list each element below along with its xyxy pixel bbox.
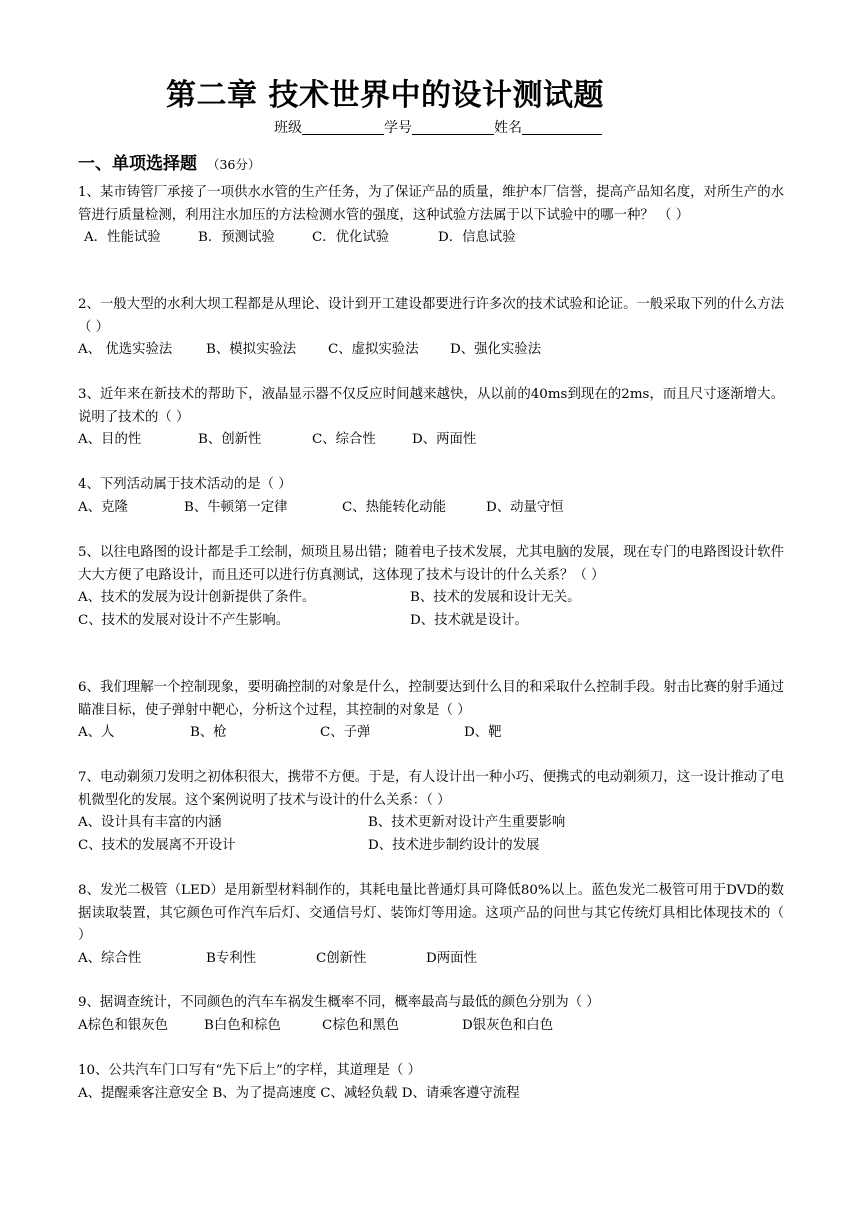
section-title: 一、单项选择题	[78, 154, 197, 174]
option-d[interactable]: D、强化实验法	[450, 342, 542, 357]
question-stem: 1、某市铸管厂承接了一项供水水管的生产任务，为了保证产品的质量，维护本厂信誉，提高产品知名度，对所生产的水管进行质量检测，利用注水加压的方法检测水管的强度，这种试验方法属于以下试验中的哪一种？ （ ）	[78, 185, 784, 223]
page-title: 第二章 技术世界中的设计测试题	[166, 78, 604, 113]
question-stem: 9、据调查统计，不同颜色的汽车车祸发生概率不同，概率最高与最低的颜色分别为（ ）	[78, 995, 600, 1010]
option-d[interactable]: D、动量守恒	[486, 499, 564, 515]
question-stem: 2、一般大型的水利大坝工程都是从理论、设计到开工建设都要进行许多次的技术试验和论证。一般采取下列的什么方法（ ）	[78, 297, 784, 335]
question-stem: 5、以往电路图的设计都是手工绘制，烦琐且易出错；随着电子技术发展，尤其电脑的发展，现在专门的电路图设计软件大大方便了电路设计，而且还可以进行仿真测试，这体现了技术与设计的什么关系？（ ）	[78, 545, 784, 583]
option-a[interactable]: A、人	[78, 725, 115, 740]
question-stem: 4、下列活动属于技术活动的是（ ）	[78, 477, 292, 492]
question-8	[78, 880, 784, 970]
option-b[interactable]: B、牛顿第一定律	[184, 499, 288, 515]
question-stem: 8、发光二极管（LED）是用新型材料制作的，其耗电量比普通灯具可降低80%以上。蓝色发光二极管可用于DVD的数据读取装置，其它颜色可作汽车后灯、交通信号灯、装饰灯等用途。这项产品的问世与其它传统灯具相比体现技术的（ ）	[78, 883, 784, 943]
option-b[interactable]: B、技术更新对设计产生重要影响	[368, 815, 566, 830]
option-a[interactable]: A、 优选实验法	[78, 342, 173, 357]
question-options	[78, 835, 784, 858]
option-b[interactable]: B．预测试验	[198, 230, 275, 245]
question-stem: 3、近年来在新技术的帮助下，液晶显示器不仅反应时间越来越快，从以前的40ms到现在的2ms，而且尺寸逐渐增大。说明了技术的（ ）	[78, 387, 784, 425]
question-options	[78, 1083, 784, 1106]
option-c[interactable]: C创新性	[316, 950, 367, 966]
section-score: （36分）	[207, 157, 261, 172]
question-options	[78, 587, 784, 610]
option-d[interactable]: D、两面性	[412, 432, 477, 447]
question-options	[78, 812, 784, 835]
question-10	[78, 1060, 784, 1105]
question-4	[78, 474, 784, 519]
question-1	[78, 182, 784, 250]
option-a[interactable]: A、克隆	[78, 499, 128, 515]
class-label: 班级	[274, 120, 302, 136]
option-c[interactable]: C、热能转化动能	[342, 499, 446, 515]
question-options	[78, 339, 784, 362]
option-a[interactable]: A棕色和银灰色	[78, 1017, 169, 1033]
option-c[interactable]: C、子弹	[320, 725, 371, 740]
question-stem: 10、公共汽车门口写有“先下后上”的字样，其道理是（ ）	[78, 1063, 421, 1078]
question-6	[78, 677, 784, 745]
question-options	[78, 497, 784, 520]
option-c[interactable]: C棕色和黑色	[322, 1017, 400, 1033]
question-2	[78, 294, 784, 362]
student-info-line	[274, 117, 602, 137]
option-b[interactable]: B、模拟实验法	[206, 342, 297, 357]
question-9	[78, 992, 784, 1037]
option-b[interactable]: B、枪	[190, 725, 227, 740]
student-id-label: 学号	[384, 120, 412, 136]
question-stem: 6、我们理解一个控制现象，要明确控制的对象是什么，控制要达到什么目的和采取什么控制手段。射击比赛的射手通过瞄准目标，使子弹射中靶心，分析这个过程，其控制的对象是（ ）	[78, 680, 784, 718]
option-a[interactable]: A、技术的发展为设计创新提供了条件。	[78, 590, 316, 605]
name-label: 姓名	[494, 120, 522, 136]
option-c[interactable]: C、技术的发展离不开设计	[78, 837, 236, 853]
option-b[interactable]: B专利性	[206, 950, 257, 966]
student-id-blank[interactable]	[412, 119, 494, 135]
option-c[interactable]: C、综合性	[312, 432, 376, 447]
option-b[interactable]: B、创新性	[198, 432, 262, 447]
question-options	[78, 610, 784, 633]
option-a[interactable]: A、设计具有丰富的内涵	[78, 815, 222, 830]
option-d[interactable]: D、靶	[464, 725, 502, 740]
option-d[interactable]: D、技术进步制约设计的发展	[368, 837, 540, 853]
name-blank[interactable]	[522, 119, 602, 135]
question-options	[78, 722, 784, 745]
option-a[interactable]: A、综合性	[78, 950, 142, 966]
question-options	[78, 1015, 784, 1038]
question-stem: 7、电动剃须刀发明之初体积很大，携带不方便。于是，有人设计出一种小巧、便携式的电动剃须刀，这一设计推动了电机微型化的发展。这个案例说明了技术与设计的什么关系：（ ）	[78, 770, 784, 808]
question-7	[78, 767, 784, 857]
option-c[interactable]: C、技术的发展对设计不产生影响。	[78, 612, 290, 628]
question-options	[78, 429, 784, 452]
option-a[interactable]: A、目的性	[78, 432, 142, 447]
option-d[interactable]: D．信息试验	[438, 230, 516, 245]
class-blank[interactable]	[302, 119, 384, 135]
option-d[interactable]: D两面性	[426, 950, 477, 966]
option-c[interactable]: C．优化试验	[312, 230, 390, 245]
question-options	[78, 227, 784, 250]
option-a[interactable]: A．性能试验	[84, 230, 161, 245]
section-heading	[78, 149, 260, 174]
question-options	[78, 948, 784, 971]
question-3	[78, 384, 784, 452]
option-all[interactable]: A、提醒乘客注意安全 B、为了提高速度 C、减轻负载 D、请乘客遵守流程	[78, 1085, 520, 1101]
option-c[interactable]: C、虚拟实验法	[328, 342, 419, 357]
option-d[interactable]: D、技术就是设计。	[410, 612, 528, 628]
option-b[interactable]: B白色和棕色	[204, 1017, 281, 1033]
option-b[interactable]: B、技术的发展和设计无关。	[410, 590, 581, 605]
option-d[interactable]: D银灰色和白色	[462, 1017, 554, 1033]
question-5	[78, 542, 784, 632]
